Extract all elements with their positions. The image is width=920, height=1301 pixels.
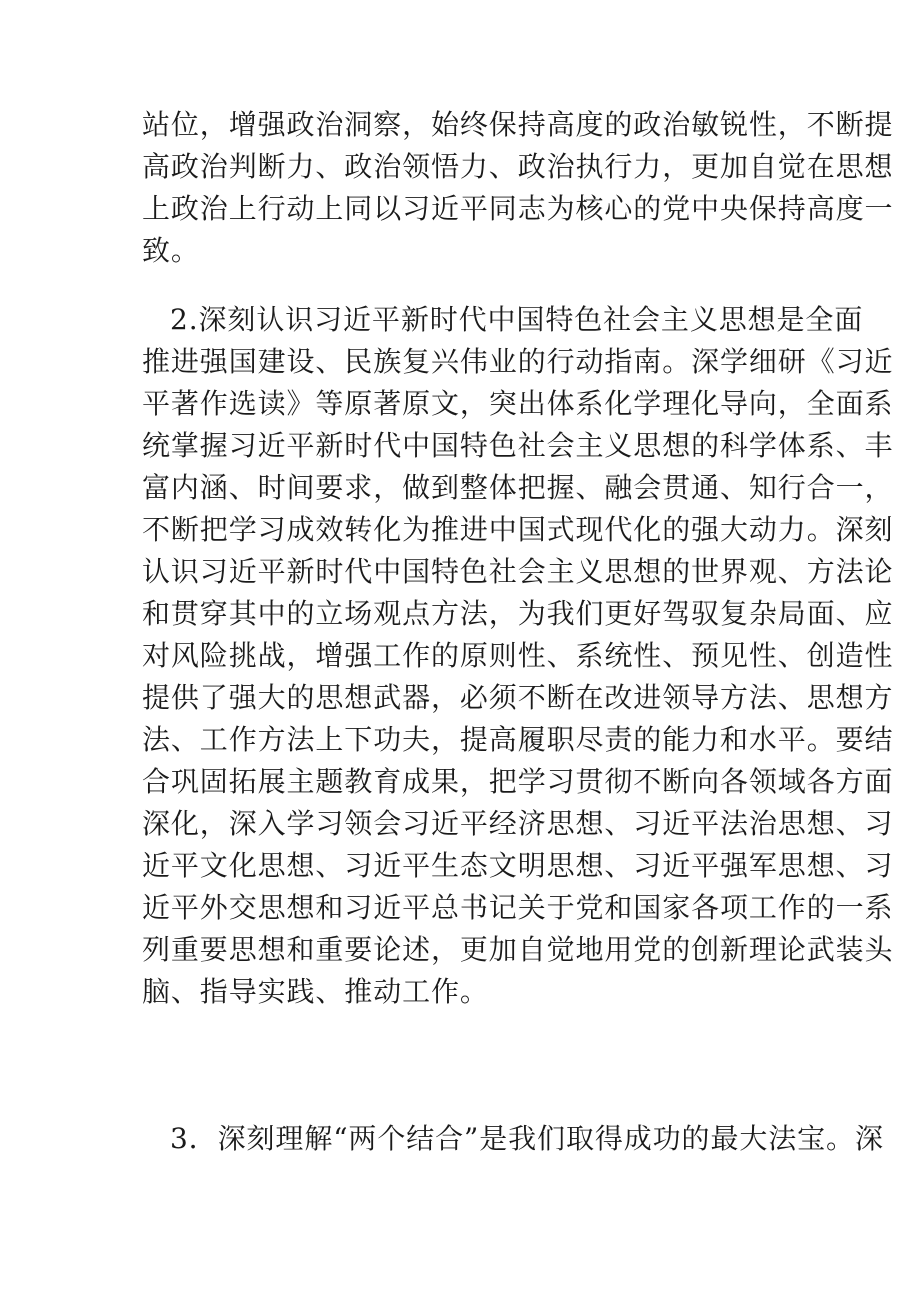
- text-line: 近平外交思想和习近平总书记关于党和国家各项工作的一系: [142, 891, 894, 924]
- text-line: 推进强国建设、民族复兴伟业的行动指南。深学细研《习近: [142, 345, 894, 378]
- paragraph-3: [142, 1118, 884, 1160]
- text-line: 合巩固拓展主题教育成果，把学习贯彻不断向各领域各方面: [142, 765, 894, 798]
- text-line: 平著作选读》等原著原文，突出体系化学理化导向，全面系: [142, 387, 894, 420]
- text-line: 富内涵、时间要求，做到整体把握、融会贯通、知行合一，: [142, 471, 894, 504]
- text-line: 致。: [142, 234, 200, 267]
- text-line: 2.深刻认识习近平新时代中国特色社会主义思想是全面: [170, 303, 864, 336]
- text-line: 列重要思想和重要论述，更加自觉地用党的创新理论武装头: [142, 933, 894, 966]
- text-line: 统掌握习近平新时代中国特色社会主义思想的科学体系、丰: [142, 429, 894, 462]
- text-line: 3．深刻理解“两个结合”是我们取得成功的最大法宝。深: [170, 1122, 884, 1155]
- text-line: 近平文化思想、习近平生态文明思想、习近平强军思想、习: [142, 849, 894, 882]
- text-line: 深化，深入学习领会习近平经济思想、习近平法治思想、习: [142, 807, 894, 840]
- text-line: 提供了强大的思想武器，必须不断在改进领导方法、思想方: [142, 681, 894, 714]
- text-line: 认识习近平新时代中国特色社会主义思想的世界观、方法论: [142, 555, 894, 588]
- text-line: 和贯穿其中的立场观点方法，为我们更好驾驭复杂局面、应: [142, 597, 894, 630]
- text-line: 上政治上行动上同以习近平同志为核心的党中央保持高度一: [142, 192, 894, 225]
- paragraph-2: [142, 299, 894, 1013]
- text-line: 脑、指导实践、推动工作。: [142, 975, 489, 1008]
- text-line: 法、工作方法上下功夫，提高履职尽责的能力和水平。要结: [142, 723, 894, 756]
- text-line: 站位，增强政治洞察，始终保持高度的政治敏锐性，不断提: [142, 108, 894, 141]
- text-line: 高政治判断力、政治领悟力、政治执行力，更加自觉在思想: [142, 150, 894, 183]
- paragraph-continuation: [142, 104, 894, 272]
- text-line: 对风险挑战，增强工作的原则性、系统性、预见性、创造性: [142, 639, 894, 672]
- text-line: 不断把学习成效转化为推进中国式现代化的强大动力。深刻: [142, 513, 894, 546]
